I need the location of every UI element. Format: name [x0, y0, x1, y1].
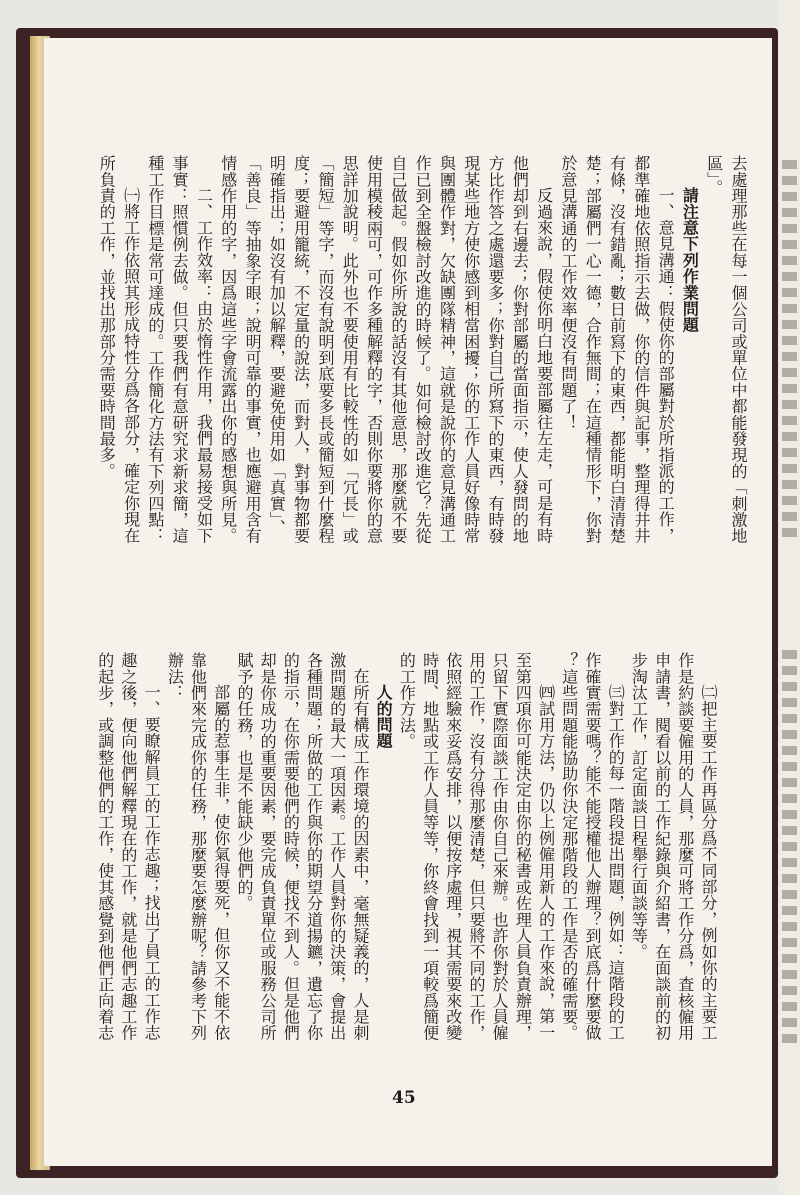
text-column: 部屬的惹事生非，使你氣得要死，但你又不能不依: [211, 684, 231, 1041]
text-column: 二、工作效率：由於惰性作用，我們最易接受如下: [194, 187, 214, 544]
text-column: 明確指出；如沒有加以解釋，要避免使用如「真實」、: [267, 155, 287, 536]
text-column: 一、意見溝通：假使你的部屬對於所指派的工作，: [656, 187, 676, 544]
text-column: 使用模稜兩可，可作多種解釋的字，否則你要將你的意: [364, 155, 384, 544]
text-column: 他們却到右邊去；你對部屬的當面指示，使人發問的地: [510, 155, 530, 544]
text-column: 「善良」等抽象字眼；說明可靠的事實，也應避用含有: [243, 155, 263, 544]
adjacent-page-text-fragment: [782, 650, 797, 1050]
text-column: 事實：照慣例去做。但只要我們有意研究求新求簡，這: [170, 155, 190, 544]
text-column: ㈡把主要工作再區分爲不同部分，例如你的主要工: [699, 684, 718, 1041]
text-column: 「簡短」等字，而沒有說明到底要多長或簡短到什麼程: [315, 155, 335, 544]
upper-text-block: [94, 155, 750, 555]
text-column: 作是約談要僱用的人員，那麼可將工作分爲，査核僱用: [675, 652, 695, 1041]
text-column: 的指示，在你需要他們的時候，便找不到人。但是他們: [281, 652, 301, 1041]
text-column: 辦法：: [165, 652, 185, 701]
text-column: 在所有構成工作環境的因素中，毫無疑義的，人是刺: [350, 668, 370, 1041]
text-column: 與團體作對，欠缺團隊精神，這就是說你的意見溝通工: [437, 155, 457, 544]
text-column: 現某些地方使你感到相當困擾；你的工作人員好像時常: [461, 155, 481, 544]
text-column: 的起步，或調整他們的工作，使其感覺到他們正向着志: [95, 652, 115, 1041]
text-column: 靠他們來完成你的任務，那麼要怎麼辦呢？請參考下列: [188, 652, 208, 1041]
adjacent-page-edge: [779, 0, 800, 1195]
text-column: 度；要避用籠統，不定量的說法，而對人，對事物都要: [291, 155, 311, 544]
text-column: 申請書，閱看以前的工作紀錄與介紹書，在面談前的初: [652, 652, 672, 1041]
text-column: 作已到全盤檢討改進的時候了。如何檢討改進它？先從: [413, 155, 433, 544]
text-column: ？這些問題能協助你決定那階段的工作是否的確需要。: [559, 652, 579, 1041]
text-column: 用的工作，沒有分得那麼清楚，但只要將不同的工作，: [466, 652, 486, 1041]
section-heading: 請注意下列作業問題: [680, 187, 700, 333]
text-column: 於意見溝通的工作效率便沒有問題了！: [558, 155, 578, 431]
text-column: 反過來說，假使你明白地要部屬往左走，可是有時: [534, 187, 554, 544]
text-column: 時間、地點或工作人員等等，你終會找到一項較爲簡便: [420, 652, 440, 1041]
text-column: 都準確地依照指示去做，你的信件與記事，整理得井井: [631, 155, 651, 544]
text-column: 激問題的最大一項因素。工作人員對你的決策，會提出: [327, 652, 347, 1041]
text-column: 去處理那些在每一個公司或單位中都能發現的「刺激地: [729, 155, 748, 544]
text-column: 賦予的任務，也是不能缺少他們的。: [234, 652, 254, 912]
text-column: 種工作目標是常可達成的。工作簡化方法有下列四點：: [145, 155, 165, 544]
text-column: 依照經驗來妥爲安排，以便按序處理，視其需要來改變: [443, 652, 463, 1041]
text-column: 思詳加說明。此外也不要使用有比較性的如「冗長」或: [340, 155, 360, 544]
text-column: 趣之後，便向他們解釋現在的工作，就是他們志趣工作: [118, 652, 138, 1041]
text-column: 作確實需要嗎？能不能授權他人辦理？到底爲什麼要做: [582, 652, 602, 1041]
section-heading: 人的問題: [374, 684, 394, 749]
text-column: ㈣試用方法，仍以上例僱用新人的工作來說，第一: [536, 684, 556, 1041]
text-column: ㈠將工作依照其形成特性分爲各部分，確定你現在: [121, 187, 141, 544]
lower-text-block: [94, 652, 720, 1052]
text-column: 一、要瞭解員工的工作志趣；找出了員工的工作志: [142, 684, 162, 1041]
text-column: 却是你成功的重要因素，要完成負責單位或服務公司所: [258, 652, 278, 1041]
text-column: 方比作答之處還要多；你對自己所寫下的東西，有時發: [486, 155, 506, 544]
text-column: 區」。: [704, 155, 724, 196]
text-column: ㈢對工作的每一階段提出問題，例如：這階段的工: [606, 684, 626, 1041]
text-column: 楚；部屬們一心一德，合作無間；在這種情形下，你對: [583, 155, 603, 544]
text-column: 自己做起。假如你所說的話沒有其他意思，那麼就不要: [388, 155, 408, 544]
text-column: 只留下實際面談工作由你自己來辦。也許你對於人員僱: [490, 652, 510, 1041]
page-number: 45: [392, 1088, 416, 1108]
text-column: 至第四項你可能決定由你的秘書或佐理人員負責辦理，: [513, 652, 533, 1041]
text-column: 情感作用的字，因爲這些字會流露出你的感想與所見。: [218, 155, 238, 544]
text-column: 所負責的工作，並找出那部分需要時間最多。: [97, 155, 117, 479]
text-column: 步淘汰工作，訂定面談日程舉行面談等等。: [629, 652, 649, 960]
text-column: 的工作方法。: [397, 652, 417, 750]
adjacent-page-text-fragment: [782, 160, 797, 540]
text-column: 各種問題；所做的工作與你的期望分道揚鑣，遺忘了你: [304, 652, 324, 1041]
text-column: 有條，沒有錯亂；數日前寫下的東西，都能明白清清楚: [607, 155, 627, 544]
